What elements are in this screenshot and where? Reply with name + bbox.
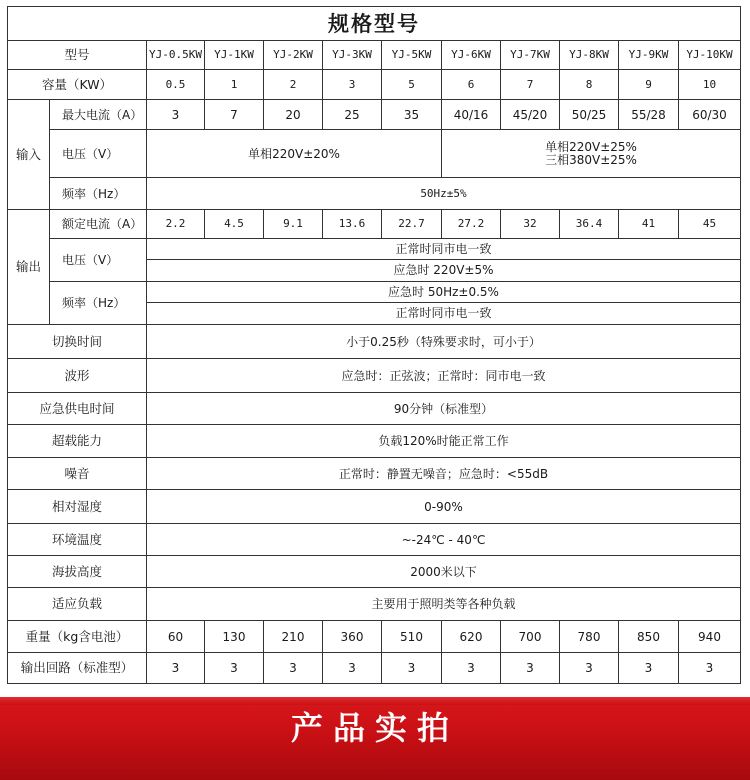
output-voltage-line1: 正常时同市电一致 (147, 239, 740, 260)
spec-sheet (7, 6, 740, 684)
output-circuits-cell: 3 (147, 653, 205, 684)
spec-row-value: 0-90% (147, 490, 741, 524)
output-circuits-label: 输出回路（标准型） (8, 653, 147, 684)
max-current-cell: 45/20 (501, 100, 560, 130)
model-cell: YJ-0.5KW (147, 41, 205, 70)
output-circuits-row (8, 653, 741, 684)
spec-row (8, 325, 741, 359)
capacity-cell: 10 (679, 70, 741, 100)
weight-cell: 620 (442, 621, 501, 653)
output-circuits-cell: 3 (323, 653, 382, 684)
weight-cell: 850 (619, 621, 679, 653)
model-cell: YJ-6KW (442, 41, 501, 70)
output-circuits-cell: 3 (560, 653, 619, 684)
spec-row (8, 458, 741, 490)
output-voltage-label: 电压（V） (50, 239, 147, 282)
spec-row-value: 正常时：静置无噪音；应急时：<55dB (147, 458, 741, 490)
spec-row-label: 应急供电时间 (8, 393, 147, 425)
rated-current-cell: 36.4 (560, 210, 619, 239)
spec-row-label: 噪音 (8, 458, 147, 490)
input-label: 输入 (8, 100, 50, 210)
input-voltage-multi-1: 单相220V±25% (545, 139, 637, 154)
output-voltage-cell (147, 239, 741, 282)
spec-row (8, 524, 741, 556)
rated-current-cell: 9.1 (264, 210, 323, 239)
weight-label: 重量（kg含电池） (8, 621, 147, 653)
output-circuits-cell: 3 (619, 653, 679, 684)
weight-cell: 360 (323, 621, 382, 653)
weight-cell: 210 (264, 621, 323, 653)
weight-cell: 700 (501, 621, 560, 653)
capacity-cell: 8 (560, 70, 619, 100)
max-current-cell: 20 (264, 100, 323, 130)
max-current-cell: 25 (323, 100, 382, 130)
rated-current-cell: 22.7 (382, 210, 442, 239)
input-frequency-value: 50Hz±5% (147, 178, 741, 210)
rated-current-cell: 27.2 (442, 210, 501, 239)
input-voltage-label: 电压（V） (50, 130, 147, 178)
spec-row-value: 负载120%时能正常工作 (147, 425, 741, 458)
output-circuits-cell: 3 (501, 653, 560, 684)
output-circuits-cell: 3 (264, 653, 323, 684)
page-title: 规格型号 (8, 7, 741, 41)
weight-cell: 780 (560, 621, 619, 653)
rated-current-cell: 41 (619, 210, 679, 239)
capacity-cell: 0.5 (147, 70, 205, 100)
capacity-cell: 6 (442, 70, 501, 100)
output-circuits-cell: 3 (442, 653, 501, 684)
input-voltage-single: 单相220V±20% (147, 130, 442, 178)
rated-current-cell: 32 (501, 210, 560, 239)
spec-row-label: 超载能力 (8, 425, 147, 458)
model-cell: YJ-5KW (382, 41, 442, 70)
spec-row-value: 小于0.25秒（特殊要求时，可小于） (147, 325, 741, 359)
model-cell: YJ-3KW (323, 41, 382, 70)
model-cell: YJ-9KW (619, 41, 679, 70)
rated-current-cell: 2.2 (147, 210, 205, 239)
model-label: 型号 (8, 41, 147, 70)
spec-table (7, 6, 741, 684)
input-voltage-multi (442, 130, 741, 178)
spec-row (8, 588, 741, 621)
capacity-label: 容量（KW） (8, 70, 147, 100)
model-cell: YJ-1KW (205, 41, 264, 70)
spec-row (8, 359, 741, 393)
banner-title: 产品实拍 (290, 709, 459, 747)
spec-row-label: 切换时间 (8, 325, 147, 359)
spec-row-label: 环境温度 (8, 524, 147, 556)
max-current-cell: 60/30 (679, 100, 741, 130)
output-frequency-line1: 应急时 50Hz±0.5% (147, 282, 740, 303)
max-current-label: 最大电流（A） (50, 100, 147, 130)
spec-row-value: 应急时：正弦波；正常时：同市电一致 (147, 359, 741, 393)
model-cell: YJ-10KW (679, 41, 741, 70)
max-current-cell: 7 (205, 100, 264, 130)
output-circuits-cell: 3 (679, 653, 741, 684)
spec-row (8, 556, 741, 588)
spec-row (8, 425, 741, 458)
capacity-cell: 3 (323, 70, 382, 100)
input-voltage-multi-2: 三相380V±25% (545, 152, 637, 167)
weight-cell: 60 (147, 621, 205, 653)
input-frequency-label: 频率（Hz） (50, 178, 147, 210)
rated-current-cell: 13.6 (323, 210, 382, 239)
max-current-cell: 55/28 (619, 100, 679, 130)
output-frequency-line2: 正常时同市电一致 (395, 306, 492, 320)
spec-row-label: 波形 (8, 359, 147, 393)
spec-row-label: 相对湿度 (8, 490, 147, 524)
rated-current-cell: 4.5 (205, 210, 264, 239)
max-current-cell: 50/25 (560, 100, 619, 130)
spec-row-value: ~-24℃ - 40℃ (147, 524, 741, 556)
spec-row-value: 主要用于照明类等各种负载 (147, 588, 741, 621)
weight-cell: 130 (205, 621, 264, 653)
max-current-cell: 3 (147, 100, 205, 130)
output-frequency-cell (147, 282, 741, 325)
capacity-cell: 7 (501, 70, 560, 100)
output-voltage-line2: 应急时 220V±5% (393, 263, 494, 277)
capacity-cell: 9 (619, 70, 679, 100)
output-label: 输出 (8, 210, 50, 325)
weight-cell: 510 (382, 621, 442, 653)
spec-row-label: 适应负载 (8, 588, 147, 621)
rated-current-label: 额定电流（A） (50, 210, 147, 239)
spec-row (8, 393, 741, 425)
spec-row (8, 490, 741, 524)
output-circuits-cell: 3 (205, 653, 264, 684)
capacity-cell: 2 (264, 70, 323, 100)
max-current-cell: 35 (382, 100, 442, 130)
model-cell: YJ-7KW (501, 41, 560, 70)
model-cell: YJ-8KW (560, 41, 619, 70)
rated-current-cell: 45 (679, 210, 741, 239)
output-circuits-cell: 3 (382, 653, 442, 684)
spec-row-label: 海拔高度 (8, 556, 147, 588)
output-frequency-label: 频率（Hz） (50, 282, 147, 325)
weight-cell: 940 (679, 621, 741, 653)
max-current-cell: 40/16 (442, 100, 501, 130)
weight-row (8, 621, 741, 653)
spec-row-value: 2000米以下 (147, 556, 741, 588)
model-cell: YJ-2KW (264, 41, 323, 70)
capacity-cell: 5 (382, 70, 442, 100)
spec-row-value: 90分钟（标准型） (147, 393, 741, 425)
capacity-cell: 1 (205, 70, 264, 100)
